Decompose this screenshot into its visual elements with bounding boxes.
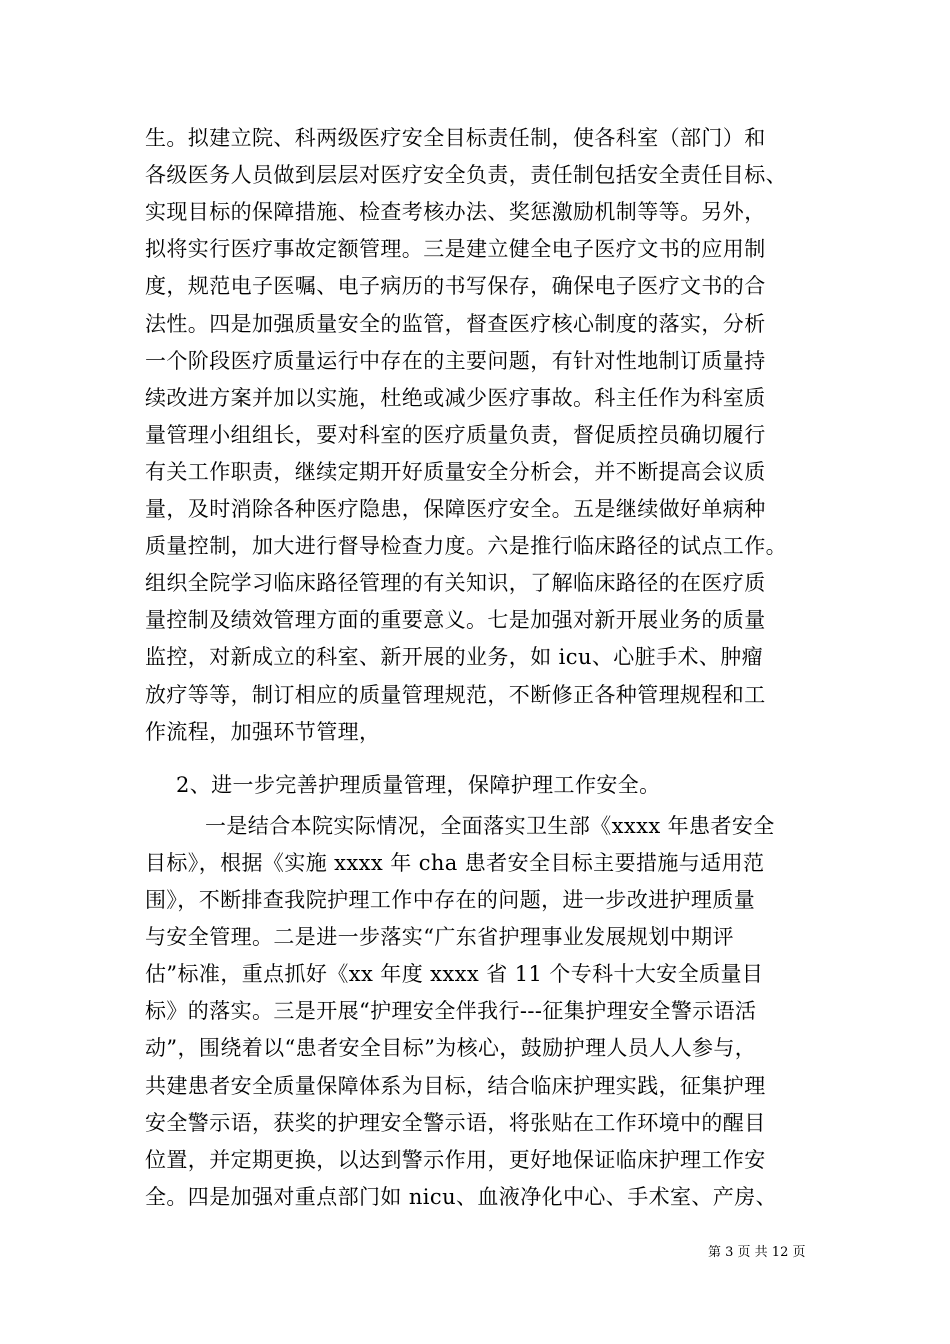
text-line: 放疗等等，制订相应的质量管理规范，不断修正各种管理规程和工: [145, 683, 766, 707]
text-line: 拟将实行医疗事故定额管理。三是建立健全电子医疗文书的应用制: [145, 237, 766, 261]
text-line: 估”标准，重点抓好《xx 年度 xxxx 省 11 个专科十大安全质量目: [145, 962, 764, 986]
text-line: 质量控制，加大进行督导检查力度。六是推行临床路径的试点工作。: [145, 534, 787, 558]
text-line: 量管理小组组长，要对科室的医疗质量负责，督促质控员确切履行: [145, 423, 766, 447]
text-line: 动”，围绕着以“患者安全目标”为核心，鼓励护理人员人人参与，: [145, 1036, 757, 1060]
text-line: 目标》，根据《实施 xxxx 年 cha 患者安全目标主要措施与适用范: [145, 851, 765, 875]
text-line: 围》，不断排查我院护理工作中存在的问题，进一步改进护理质量: [145, 888, 756, 912]
page-number: 第 3 页 共 12 页: [708, 1245, 806, 1260]
text-line: 各级医务人员做到层层对医疗安全负责，责任制包括安全责任目标、: [145, 163, 787, 187]
text-line: 安全警示语，获奖的护理安全警示语，将张贴在工作环境中的醒目: [145, 1111, 766, 1135]
text-line: 续改进方案并加以实施，杜绝或减少医疗事故。科主任作为科室质: [145, 386, 766, 410]
text-line: 生。拟建立院、科两级医疗安全目标责任制，使各科室（部门）和: [145, 126, 766, 150]
text-line: 一个阶段医疗质量运行中存在的主要问题，有针对性地制订质量持: [145, 349, 766, 373]
text-line: 度，规范电子医嘱、电子病历的书写保存，确保电子医疗文书的合: [145, 274, 766, 298]
text-line: 与安全管理。二是进一步落实“广东省护理事业发展规划中期评: [145, 925, 734, 949]
text-line: 作流程，加强环节管理，: [145, 720, 381, 744]
text-line: 全。四是加强对重点部门如 nicu、血液净化中心、手术室、产房、: [145, 1185, 777, 1209]
text-line: 有关工作职责，继续定期开好质量安全分析会，并不断提高会议质: [145, 460, 766, 484]
text-line: 法性。四是加强质量安全的监管，督查医疗核心制度的落实，分析: [145, 312, 766, 336]
text-line: 位置，并定期更换，以达到警示作用，更好地保证临床护理工作安: [145, 1148, 766, 1172]
text-line: 共建患者安全质量保障体系为目标，结合临床护理实践，征集护理: [145, 1074, 766, 1098]
text-line: 监控，对新成立的科室、新开展的业务，如 icu、心脏手术、肿瘤: [145, 645, 764, 669]
text-line: 一是结合本院实际情况，全面落实卫生部《xxxx 年患者安全: [205, 814, 775, 838]
text-line: 实现目标的保障措施、检查考核办法、奖惩激励机制等等。另外，: [145, 200, 766, 224]
text-line: 组织全院学习临床路径管理的有关知识，了解临床路径的在医疗质: [145, 571, 766, 595]
text-line: 标》的落实。三是开展“护理安全伴我行---征集护理安全警示语活: [145, 999, 757, 1023]
text-line: 量，及时消除各种医疗隐患，保障医疗安全。五是继续做好单病种: [145, 497, 766, 521]
text-line: 量控制及绩效管理方面的重要意义。七是加强对新开展业务的质量: [145, 608, 766, 632]
text-line: 2、进一步完善护理质量管理，保障护理工作安全。: [176, 773, 661, 797]
